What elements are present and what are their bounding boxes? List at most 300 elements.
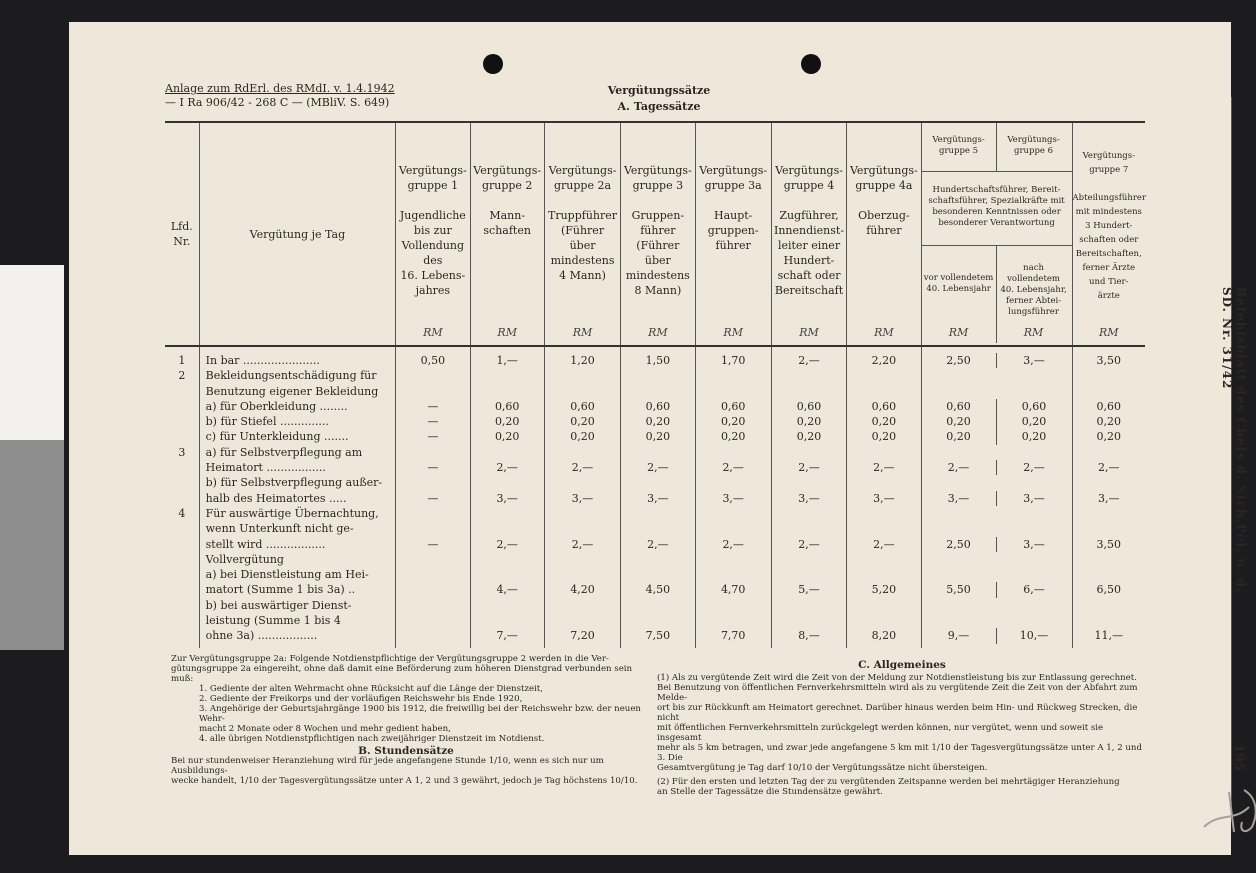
row-value-group-7 [847,506,921,521]
row-value-group-6 [771,521,846,536]
row-value-group-5 [695,521,771,536]
row-value-group-2 [470,475,544,490]
row-value-group-2 [470,567,544,582]
group-5-6-divider-top [996,123,997,171]
row-value-group-5: 0,20 [946,430,971,444]
spacer-cell [921,644,1072,648]
row-value-group-5-6 [921,460,1072,475]
header-group-label: Vergütungs- gruppe 3a Haupt- gruppen- führer [699,164,768,252]
unit-label: RM [648,326,668,339]
row-value-group-5 [695,598,771,613]
row-value-group-1: — [396,414,470,429]
footnote-item-4: 4. alle übrigen Notdienstpflichtigen nach zweijähriger Dienstzeit im Notdienst. [199,734,545,744]
unit-label: RM [723,326,743,339]
row-value-group-7 [1072,613,1145,628]
row-value-group-7: 2,— [847,460,921,475]
row-value-group-1 [396,445,470,460]
row-value-group-5 [695,475,771,490]
row-value-group-5-6 [921,628,1072,643]
row-number [165,521,199,536]
row-value-group-4: 1,50 [621,343,695,368]
row-value-group-5-6 [921,598,1072,613]
row-value-group-6: 0,20 [996,429,1072,444]
row-value-group-6: 10,— [996,628,1072,643]
row-value-group-2: 7,— [470,628,544,643]
row-value-group-7: 0,20 [1072,414,1145,429]
footnote-item-1: 1. Gediente der alten Wehrmacht ohne Rücksicht auf die Länge der Dienstzeit, [199,684,543,694]
unit-label: RM [1023,326,1044,339]
row-value-group-3 [544,445,620,460]
row-description: ohne 3a) ................. [199,628,396,643]
row-description: Heimatort ................. [199,460,396,475]
header-group-col-5 [695,123,771,343]
row-value-group-5 [695,445,771,460]
row-value-group-7 [847,445,921,460]
row-value-group-7 [847,475,921,490]
row-number [165,399,199,414]
row-value-group-5: 1,70 [695,343,771,368]
row-value-group-1: — [396,537,470,552]
header-group-col-6 [771,123,846,343]
row-value-group-5 [695,384,771,399]
spacer-cell [847,644,921,648]
row-value-group-7 [1072,368,1145,383]
header-group-label: Vergütungs- gruppe 4a Oberzug- führer [849,164,918,237]
row-description: a) für Selbstverpflegung am [199,445,396,460]
table-row [165,460,1145,475]
row-value-group-2 [470,368,544,383]
row-value-group-7 [1072,384,1145,399]
punch-hole-left [483,54,503,74]
row-value-group-6 [771,445,846,460]
row-value-group-5 [695,567,771,582]
row-value-group-7 [1072,598,1145,613]
row-value-group-5: 3,— [947,491,970,505]
row-value-group-5: 2,— [695,537,771,552]
row-value-group-7 [1072,552,1145,567]
row-value-group-1: 0,50 [396,343,470,368]
row-value-group-1 [396,521,470,536]
row-value-group-6: 6,— [996,582,1072,597]
row-value-group-1: — [396,491,470,506]
row-value-group-6: 5,— [771,582,846,597]
header-group-col-7 [847,123,921,343]
document-page [69,22,1248,855]
row-value-group-6: 3,— [771,491,846,506]
table-row [165,399,1145,414]
row-value-group-5-6 [921,399,1072,414]
row-value-group-2: 0,20 [470,414,544,429]
table-row [165,582,1145,597]
row-value-group-7: 2,20 [847,343,921,368]
row-value-group-6 [771,384,846,399]
spacer-cell [396,644,470,648]
row-value-group-4 [621,506,695,521]
row-value-group-7 [1072,445,1145,460]
row-value-group-3 [544,552,620,567]
header-group-label: Vergütungs- gruppe 2 Mann- schaften [473,164,542,237]
row-value-group-7: 3,50 [1072,537,1145,552]
row-value-group-6 [771,475,846,490]
row-value-group-2: 1,— [470,343,544,368]
row-value-group-3: 4,20 [544,582,620,597]
row-value-group-7: 11,— [1072,628,1145,643]
row-value-group-6 [771,552,846,567]
row-value-group-6: 2,— [996,460,1072,475]
table-row [165,567,1145,582]
row-description: stellt wird ................. [199,537,396,552]
row-value-group-7: 3,— [847,491,921,506]
row-value-group-7: 8,20 [847,628,921,643]
row-value-group-5 [695,506,771,521]
row-number [165,567,199,582]
header-lfd: Lfd. Nr. [170,220,193,248]
row-value-group-1 [396,368,470,383]
row-value-group-3: 3,— [544,491,620,506]
row-value-group-7: 0,20 [847,414,921,429]
table-row [165,537,1145,552]
row-value-group-1 [396,628,470,643]
row-description: b) für Stiefel .............. [199,414,396,429]
row-number [165,552,199,567]
group-6-sub: nach vollendetem 40. Lebensjahr, ferner Abtei- lungsführer [1000,263,1067,317]
table-row [165,506,1145,521]
row-value-group-7: 3,50 [1072,343,1145,368]
row-value-group-7 [847,598,921,613]
row-value-group-2: 4,— [470,582,544,597]
row-description: b) bei auswärtiger Dienst- [199,598,396,613]
row-value-group-7: 5,20 [847,582,921,597]
row-value-group-2: 2,— [470,460,544,475]
row-value-group-5: 0,60 [695,399,771,414]
section-c-title: C. Allgemeines [858,659,946,671]
row-number [165,429,199,444]
row-value-group-5: 9,— [947,629,970,643]
row-value-group-5-6 [921,414,1072,429]
row-value-group-5 [695,552,771,567]
table-header-row [165,123,1145,343]
page-subtitle: A. Tagessätze [617,100,701,113]
row-value-group-1 [396,613,470,628]
row-value-group-1: — [396,460,470,475]
table-row [165,429,1145,444]
row-value-group-6: 0,60 [771,399,846,414]
row-value-group-5: 7,70 [695,628,771,643]
row-value-group-3: 1,20 [544,343,620,368]
header-group-label: Vergütungs- gruppe 2a Truppführer (Führer über mindestens 4 Mann) [548,164,618,282]
table-row [165,384,1145,399]
row-value-group-3: 2,— [544,460,620,475]
row-value-group-5-6 [921,552,1072,567]
row-value-group-4 [621,368,695,383]
table-head-rule [165,345,1145,347]
row-value-group-5: 4,70 [695,582,771,597]
row-value-group-6: 3,— [996,353,1072,368]
punch-hole-right [801,54,821,74]
header-group-label: Vergütungs- gruppe 1 Jugendliche bis zur Vollendung des 16. Lebens- jahres [398,164,467,297]
row-value-group-3 [544,567,620,582]
header-group-col-7 [1072,123,1145,343]
section-b-title: B. Stundensätze [358,745,454,757]
unit-label: RM [874,326,894,339]
row-value-group-6 [771,567,846,582]
row-value-group-4 [621,598,695,613]
unit-label: RM [497,326,517,339]
table-row [165,491,1145,506]
row-value-group-6: 2,— [771,460,846,475]
row-value-group-1: — [396,399,470,414]
page-number: 195 [1231,744,1246,772]
row-value-group-2 [470,613,544,628]
row-number [165,475,199,490]
row-value-group-2 [470,506,544,521]
table-row [165,552,1145,567]
row-value-group-2 [470,384,544,399]
row-number [165,537,199,552]
row-value-group-5: 2,— [947,461,970,475]
row-value-group-4 [621,445,695,460]
row-value-group-7: 0,60 [1072,399,1145,414]
row-value-group-7: 2,— [1072,460,1145,475]
table-bottom-spacer [165,644,1145,648]
row-value-group-6: 0,20 [996,414,1072,429]
table-row [165,628,1145,643]
row-description: Benutzung eigener Bekleidung [199,384,396,399]
row-value-group-5-6 [921,582,1072,597]
row-value-group-7 [1072,567,1145,582]
row-value-group-7: 0,60 [847,399,921,414]
section-b-text: Bei nur stundenweiser Heranziehung wird für jede angefangene Stunde 1/10, wenn es sich nur um Ausbildungs- wecke handelt, 1/10 der Tagesvergütungssätze unter A 1, 2 und 3 gewährt, jedoch je Tag höchstens 10/10. [171,756,638,786]
row-description: matort (Summe 1 bis 3a) .. [199,582,396,597]
row-value-group-3 [544,521,620,536]
row-value-group-6 [771,368,846,383]
row-value-group-4: 3,— [621,491,695,506]
table-row [165,598,1145,613]
row-number [165,460,199,475]
spacer-cell [199,644,396,648]
row-number [165,613,199,628]
row-description: a) für Oberkleidung ........ [199,399,396,414]
group-5-6-rule-2 [922,245,1072,246]
row-value-group-7 [847,521,921,536]
row-value-group-3: 0,20 [544,414,620,429]
row-value-group-1 [396,506,470,521]
row-value-group-7 [1072,506,1145,521]
spacer-cell [695,644,771,648]
row-value-group-1 [396,598,470,613]
row-value-group-5-6 [921,429,1072,444]
header-group-col-4 [621,123,695,343]
row-number [165,384,199,399]
row-value-group-5-6 [921,613,1072,628]
row-value-group-4: 2,— [621,460,695,475]
row-value-group-5-6 [921,368,1072,383]
row-value-group-2: 3,— [470,491,544,506]
row-number: 1 [178,354,186,367]
row-value-group-6: 2,— [771,343,846,368]
page-title-block [489,83,829,115]
row-value-group-5: 5,50 [946,583,971,597]
side-publication-title: Befehlsblatt des Chefs d. Sich.Pol. u. d. SD. Nr. 31/42 [1220,287,1248,594]
spacer-cell [771,644,846,648]
row-number: 4 [178,506,186,520]
row-value-group-1: — [396,429,470,444]
row-value-group-3 [544,506,620,521]
header-group-col-1 [396,123,470,343]
row-value-group-4: 0,60 [621,399,695,414]
section-c-text-2: (2) Für den ersten und letzten Tag der zu vergütenden Zeitspanne werden bei mehrtägiger Heranziehung an Stelle der Tagessätze die Stundensätze gewährt. [657,777,1120,797]
left-swatch-white [0,265,64,440]
table-row [165,445,1145,460]
row-value-group-3: 0,20 [544,429,620,444]
row-value-group-5 [695,368,771,383]
footnote-left [171,654,641,786]
row-value-group-5: 2,— [695,460,771,475]
row-number: 2 [178,369,186,383]
row-value-group-5-6 [921,491,1072,506]
row-number [165,628,199,643]
footnote-intro: Zur Vergütungsgruppe 2a: Folgende Notdienstpflichtige der Vergütungsgruppe 2 werden in die Ver- gütungsgruppe 2a eingereiht, ohne daß damit eine Beförderung zum höheren Dienstgrad verbunden sein muß: [171,654,633,684]
row-number [165,582,199,597]
row-value-group-7 [847,613,921,628]
header-group-5-6 [921,123,1072,343]
row-value-group-5-6 [921,506,1072,521]
row-description: halb des Heimatortes ..... [199,491,396,506]
row-value-group-2 [470,521,544,536]
row-value-group-2 [470,445,544,460]
decree-line-2: — I Ra 906/42 - 268 C — (MBliV. S. 649) [165,96,390,109]
row-value-group-5-6 [921,384,1072,399]
row-value-group-4: 0,20 [621,429,695,444]
header-group-label: Vergütungs- gruppe 4 Zugführer, Innendienst- leiter einer Hundert- schaft oder Bereitschaft [774,164,845,297]
row-value-group-7: 2,— [847,537,921,552]
table-row [165,475,1145,490]
group-7-label: Vergütungs- gruppe 7 Abteilungsführer mit mindestens 3 Hundert- schaften oder Bereitschaften, ferner Ärzte und Tier- ärzte [1072,151,1147,301]
row-description: Vollvergütung [199,552,396,567]
header-group-col-3 [544,123,620,343]
row-value-group-7: 6,50 [1072,582,1145,597]
row-value-group-5 [695,613,771,628]
row-value-group-4: 4,50 [621,582,695,597]
spacer-cell [1072,644,1145,648]
row-value-group-6: 3,— [996,537,1072,552]
row-value-group-4 [621,384,695,399]
row-value-group-5: 0,20 [695,429,771,444]
row-value-group-5-6 [921,521,1072,536]
unit-label: RM [799,326,819,339]
left-swatch-gray [0,440,64,650]
row-value-group-5: 0,20 [695,414,771,429]
row-value-group-5: 0,20 [946,415,971,429]
row-value-group-3 [544,368,620,383]
row-value-group-7: 0,20 [1072,429,1145,444]
section-c-text-1: (1) Als zu vergütende Zeit wird die Zeit von der Meldung zur Notdienstleistung bis zur Entlassung gerechnet. Bei Benutzung von öffentlichen Fernverkehrsmitteln wird als zu vergütende Zeit die Zeit von der Abfahrt zum Melde- ort bis zur Rückkunft am Heimatort gerechnet. Darüber hinaus werden beim Hin- und Rückweg Strecken, die nicht mit öffentlichen Fernverkehrsmitteln zurückgelegt werden können, nur vergütet, wenn und soweit sie insgesamt mehr als 5 km betragen, und zwar jede angefangene 5 km mit 1/10 der Tagesvergütungssätze unter A 1, 2 und 3. Die Gesamtvergütung je Tag darf 10/10 der Vergütungssätze nicht übersteigen. [657,673,1142,773]
row-value-group-5-6 [921,445,1072,460]
footnote-item-3: 3. Angehörige der Geburtsjahrgänge 1900 bis 1912, die freiwillig bei der Reichswehr bzw. der neuen Wehr- macht 2 Monate oder 8 Wochen und mehr gedient haben, [199,704,641,734]
row-value-group-6: 0,60 [996,399,1072,414]
row-value-group-1 [396,582,470,597]
header-group-label: Vergütungs- gruppe 3 Gruppen- führer (Führer über mindestens 8 Mann) [623,164,692,297]
row-description: Für auswärtige Übernachtung, [199,506,396,521]
row-value-group-7 [1072,475,1145,490]
row-number [165,414,199,429]
row-value-group-5: 3,— [695,491,771,506]
unit-label: RM [572,326,593,339]
row-value-group-2: 0,20 [470,429,544,444]
row-value-group-6 [771,613,846,628]
row-value-group-4 [621,475,695,490]
row-value-group-7: 3,— [1072,491,1145,506]
header-group-col-2 [470,123,544,343]
row-description: a) bei Dienstleistung am Hei- [199,567,396,582]
group-5-label: Vergütungs- gruppe 5 [932,135,985,156]
row-value-group-1 [396,552,470,567]
row-value-group-3: 0,60 [544,399,620,414]
row-value-group-7 [1072,521,1145,536]
row-value-group-4 [621,567,695,582]
row-value-group-6: 3,— [996,491,1072,506]
group-5-6-description: Hundertschaftsführer, Bereit- schaftsführer, Spezialkräfte mit besonderen Kenntnissen oder besonderer Verantwortung [928,185,1065,228]
row-value-group-7 [847,368,921,383]
row-value-group-4: 0,20 [621,414,695,429]
row-value-group-6: 2,— [771,537,846,552]
unit-label: RM [948,326,969,339]
spacer-cell [544,644,620,648]
row-value-group-7 [847,552,921,567]
unit-label: RM [423,326,443,339]
row-value-group-6: 8,— [771,628,846,643]
row-value-group-4: 2,— [621,537,695,552]
table-row [165,521,1145,536]
row-number: 3 [178,445,186,459]
row-value-group-4 [621,613,695,628]
row-value-group-2: 0,60 [470,399,544,414]
table-row [165,414,1145,429]
row-value-group-2 [470,598,544,613]
row-description: b) für Selbstverpflegung außer- [199,475,396,490]
row-number [165,598,199,613]
rates-table [165,123,1145,648]
footnote-right [657,660,1147,797]
row-value-group-5: 2,50 [946,354,971,367]
table-row [165,613,1145,628]
row-value-group-6 [771,598,846,613]
row-value-group-3 [544,475,620,490]
row-value-group-2 [470,552,544,567]
row-value-group-5-6 [921,475,1072,490]
spacer-cell [621,644,695,648]
row-value-group-6 [771,506,846,521]
margin-line [1231,97,1232,805]
table-row [165,368,1145,383]
group-5-sub: vor vollendetem 40. Lebensjahr [923,273,994,294]
row-value-group-4 [621,552,695,567]
row-description: wenn Unterkunft nicht ge- [199,521,396,536]
row-value-group-5-6 [921,537,1072,552]
row-description: Bekleidungsentschädigung für [199,368,396,383]
group-6-label: Vergütungs- gruppe 6 [1007,135,1060,156]
row-value-group-6: 0,20 [771,414,846,429]
decree-reference [165,82,395,110]
row-value-group-3: 7,20 [544,628,620,643]
row-description: c) für Unterkleidung ....... [199,429,396,444]
spacer-cell [470,644,544,648]
row-description: In bar ...................... [199,343,396,368]
row-value-group-4 [621,521,695,536]
header-desc: Vergütung je Tag [199,123,396,343]
row-value-group-3 [544,384,620,399]
row-value-group-3 [544,598,620,613]
